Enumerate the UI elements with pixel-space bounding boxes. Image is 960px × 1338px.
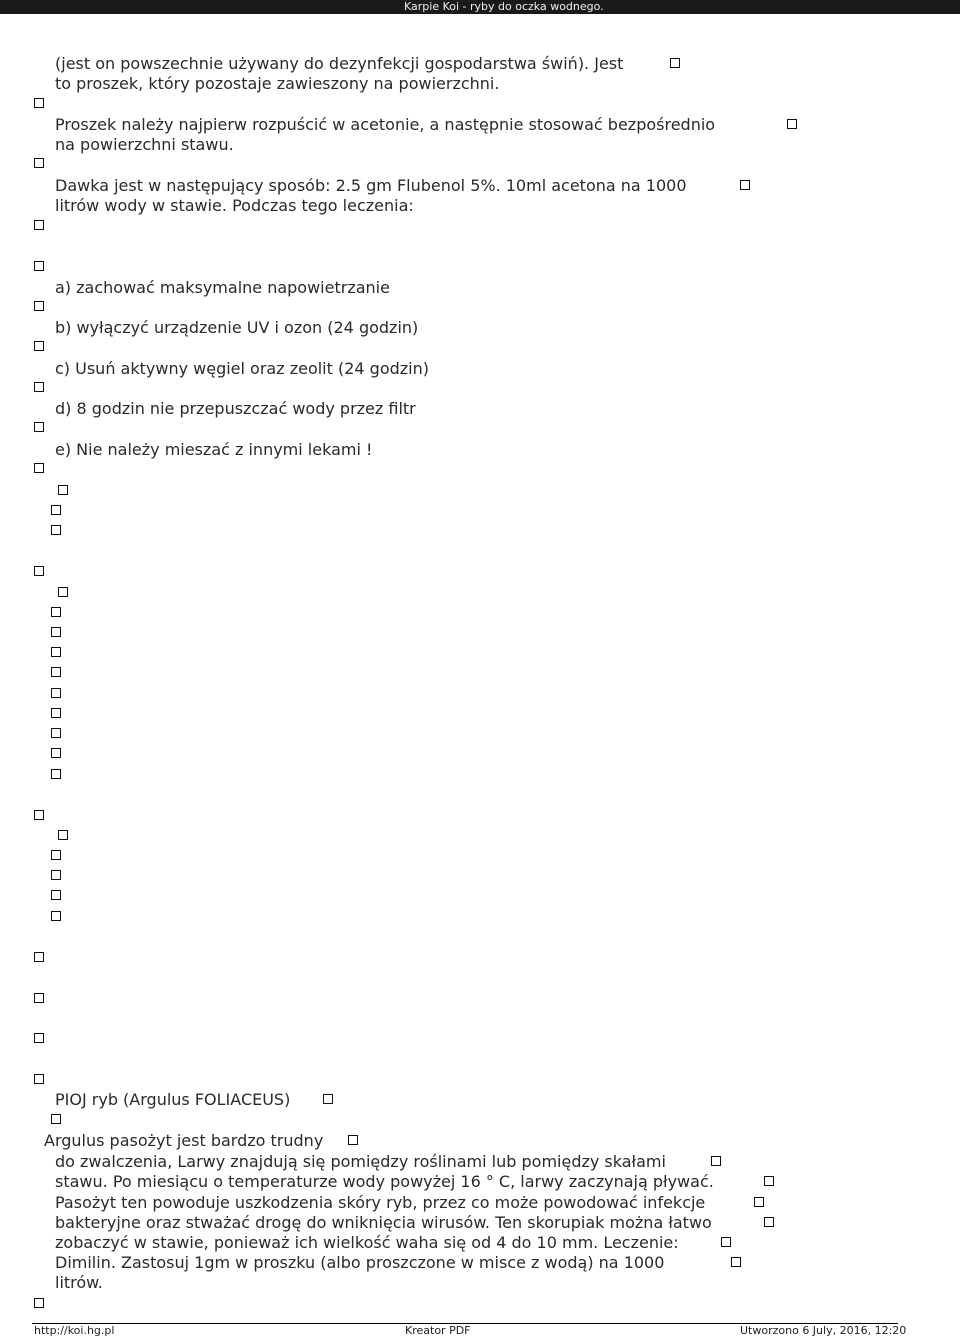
- missing-glyph-icon: [764, 1217, 774, 1227]
- missing-glyph-icon: [740, 180, 750, 190]
- footer-created-date: Utworzono 6 July, 2016, 12:20: [740, 1324, 907, 1337]
- text-line: bakteryjne oraz stważać drogę do wniknięcia wirusów. Ten skorupiak można łatwo: [55, 1213, 712, 1232]
- text-line: to proszek, który pozostaje zawieszony na powierzchni.: [55, 74, 500, 93]
- missing-glyph-icon: [51, 850, 61, 860]
- missing-glyph-icon: [58, 587, 68, 597]
- missing-glyph-icon: [51, 769, 61, 779]
- page-header-bar: [0, 0, 960, 14]
- text-line: Dawka jest w następujący sposób: 2.5 gm Flubenol 5%. 10ml acetona na 1000: [55, 176, 687, 195]
- page-header-title: Karpie Koi - ryby do oczka wodnego.: [404, 0, 604, 13]
- missing-glyph-icon: [348, 1135, 358, 1145]
- missing-glyph-icon: [51, 525, 61, 535]
- list-item: e) Nie należy mieszać z innymi lekami !: [55, 440, 373, 459]
- missing-glyph-icon: [34, 952, 44, 962]
- missing-glyph-icon: [51, 667, 61, 677]
- missing-glyph-icon: [764, 1176, 774, 1186]
- missing-glyph-icon: [34, 1298, 44, 1308]
- missing-glyph-icon: [51, 708, 61, 718]
- text-line: na powierzchni stawu.: [55, 135, 234, 154]
- list-item: a) zachować maksymalne napowietrzanie: [55, 278, 390, 297]
- text-line: zobaczyć w stawie, ponieważ ich wielkość waha się od 4 do 10 mm. Leczenie:: [55, 1233, 679, 1252]
- missing-glyph-icon: [51, 688, 61, 698]
- missing-glyph-icon: [51, 627, 61, 637]
- missing-glyph-icon: [731, 1257, 741, 1267]
- missing-glyph-icon: [34, 98, 44, 108]
- text-line: Pasożyt ten powoduje uszkodzenia skóry ryb, przez co może powodować infekcje: [55, 1193, 706, 1212]
- missing-glyph-icon: [34, 158, 44, 168]
- missing-glyph-icon: [787, 119, 797, 129]
- missing-glyph-icon: [51, 505, 61, 515]
- missing-glyph-icon: [670, 58, 680, 68]
- missing-glyph-icon: [34, 566, 44, 576]
- text-line: litrów.: [55, 1273, 103, 1292]
- text-line: Proszek należy najpierw rozpuścić w acetonie, a następnie stosować bezpośrednio: [55, 115, 716, 134]
- missing-glyph-icon: [51, 911, 61, 921]
- missing-glyph-icon: [34, 220, 44, 230]
- list-item: c) Usuń aktywny węgiel oraz zeolit (24 godzin): [55, 359, 429, 378]
- missing-glyph-icon: [51, 748, 61, 758]
- missing-glyph-icon: [34, 993, 44, 1003]
- missing-glyph-icon: [34, 1033, 44, 1043]
- missing-glyph-icon: [34, 810, 44, 820]
- missing-glyph-icon: [34, 422, 44, 432]
- missing-glyph-icon: [51, 607, 61, 617]
- text-line: (jest on powszechnie używany do dezynfekcji gospodarstwa świń). Jest: [55, 54, 624, 73]
- text-line: litrów wody w stawie. Podczas tego leczenia:: [55, 196, 414, 215]
- missing-glyph-icon: [34, 301, 44, 311]
- missing-glyph-icon: [51, 728, 61, 738]
- section-heading: PIOJ ryb (Argulus FOLIACEUS): [55, 1090, 291, 1109]
- missing-glyph-icon: [323, 1094, 333, 1104]
- missing-glyph-icon: [58, 830, 68, 840]
- missing-glyph-icon: [51, 1114, 61, 1124]
- list-item: b) wyłączyć urządzenie UV i ozon (24 godzin): [55, 318, 419, 337]
- text-line: Dimilin. Zastosuj 1gm w proszku (albo proszczone w misce z wodą) na 1000: [55, 1253, 665, 1272]
- missing-glyph-icon: [721, 1237, 731, 1247]
- missing-glyph-icon: [34, 261, 44, 271]
- missing-glyph-icon: [51, 647, 61, 657]
- footer-generator: Kreator PDF: [405, 1324, 471, 1337]
- missing-glyph-icon: [711, 1156, 721, 1166]
- list-item: d) 8 godzin nie przepuszczać wody przez filtr: [55, 399, 416, 418]
- missing-glyph-icon: [754, 1197, 764, 1207]
- missing-glyph-icon: [34, 341, 44, 351]
- missing-glyph-icon: [34, 463, 44, 473]
- missing-glyph-icon: [34, 382, 44, 392]
- missing-glyph-icon: [51, 890, 61, 900]
- missing-glyph-icon: [34, 1074, 44, 1084]
- missing-glyph-icon: [58, 485, 68, 495]
- missing-glyph-icon: [51, 870, 61, 880]
- text-line: Argulus pasożyt jest bardzo trudny: [44, 1131, 324, 1150]
- text-line: stawu. Po miesiącu o temperaturze wody powyżej 16 ° C, larwy zaczynają pływać.: [55, 1172, 714, 1191]
- footer-url-link[interactable]: http://koi.hg.pl: [34, 1324, 115, 1337]
- text-line: do zwalczenia, Larwy znajdują się pomiędzy roślinami lub pomiędzy skałami: [55, 1152, 666, 1171]
